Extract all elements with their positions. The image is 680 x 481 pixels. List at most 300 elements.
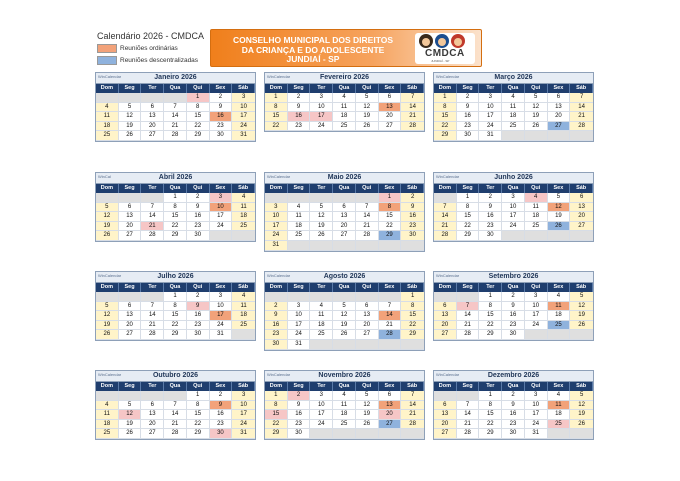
weekday-header: Dom (96, 84, 119, 93)
day-cell: 7 (434, 203, 457, 213)
day-cell: 11 (333, 401, 356, 411)
legend-swatch-decentralized (97, 56, 117, 65)
day-cell: 5 (333, 302, 356, 312)
day-cell: 15 (187, 112, 210, 122)
day-cell: 13 (141, 410, 164, 420)
day-cell: 12 (356, 401, 379, 411)
empty-day-cell (119, 391, 142, 401)
day-cell: 9 (187, 302, 210, 312)
day-cell: 4 (96, 103, 119, 113)
day-cell: 12 (570, 302, 593, 312)
day-cell: 27 (379, 420, 402, 430)
day-cell: 23 (187, 222, 210, 232)
day-cell: 12 (310, 212, 333, 222)
month-name: Outubro 2026 (152, 372, 199, 379)
empty-day-cell (141, 391, 164, 401)
day-cell: 1 (379, 193, 402, 203)
empty-day-cell (401, 340, 424, 350)
legend-label-ordinary: Reuniões ordinárias (120, 45, 178, 52)
month-name: Agosto 2026 (323, 273, 366, 280)
day-cell: 13 (570, 203, 593, 213)
wincalendar-link[interactable]: WinCalendar (436, 174, 460, 179)
day-cell: 2 (187, 292, 210, 302)
day-cell: 23 (401, 222, 424, 232)
weekday-header: Qui (356, 84, 379, 93)
day-cell: 26 (570, 420, 593, 430)
wincalendar-link[interactable]: WinCalendar (267, 273, 291, 278)
day-cell: 24 (265, 231, 288, 241)
wincalendar-link[interactable]: WinCalendar (267, 372, 291, 377)
day-cell: 20 (356, 321, 379, 331)
weekday-header: Sex (210, 382, 233, 391)
day-cell: 16 (187, 311, 210, 321)
weekday-header: Sex (379, 84, 402, 93)
day-cell: 1 (479, 292, 502, 302)
day-cell: 28 (570, 122, 593, 132)
day-cell: 24 (525, 321, 548, 331)
month-header (96, 173, 255, 184)
day-cell: 4 (525, 193, 548, 203)
month-name: Dezembro 2026 (487, 372, 540, 379)
weekday-header: Ter (310, 382, 333, 391)
weekday-header: Qua (164, 283, 187, 292)
day-cell: 10 (265, 212, 288, 222)
day-cell: 21 (401, 410, 424, 420)
month-grid (265, 84, 424, 131)
day-cell: 11 (310, 311, 333, 321)
month-calendar (264, 271, 425, 351)
day-cell: 10 (232, 103, 255, 113)
legend (97, 43, 198, 67)
day-cell: 5 (119, 103, 142, 113)
day-cell: 12 (119, 112, 142, 122)
day-cell: 7 (379, 302, 402, 312)
day-cell: 19 (570, 311, 593, 321)
wincalendar-link[interactable]: WinCalendar (436, 273, 460, 278)
day-cell: 29 (187, 131, 210, 141)
empty-day-cell (548, 131, 571, 141)
day-cell: 28 (164, 429, 187, 439)
day-cell: 20 (379, 410, 402, 420)
day-cell: 26 (333, 330, 356, 340)
weekday-header: Sex (548, 184, 571, 193)
day-cell: 6 (119, 302, 142, 312)
day-cell: 7 (401, 391, 424, 401)
day-cell: 15 (265, 112, 288, 122)
day-cell: 9 (210, 401, 233, 411)
day-cell: 13 (356, 311, 379, 321)
day-cell: 23 (210, 122, 233, 132)
day-cell: 30 (457, 131, 480, 141)
day-cell: 16 (502, 410, 525, 420)
day-cell: 28 (434, 231, 457, 241)
day-cell: 24 (210, 222, 233, 232)
day-cell: 30 (265, 340, 288, 350)
day-cell: 25 (333, 122, 356, 132)
day-cell: 7 (164, 103, 187, 113)
day-cell: 7 (141, 302, 164, 312)
day-cell: 14 (141, 212, 164, 222)
day-cell: 31 (479, 131, 502, 141)
day-cell: 29 (434, 131, 457, 141)
day-cell: 8 (187, 401, 210, 411)
empty-day-cell (265, 292, 288, 302)
day-cell: 2 (187, 193, 210, 203)
empty-day-cell (356, 292, 379, 302)
empty-day-cell (333, 292, 356, 302)
day-cell: 29 (479, 330, 502, 340)
day-cell: 5 (548, 193, 571, 203)
weekday-header: Ter (141, 382, 164, 391)
month-header (434, 371, 593, 382)
day-cell: 20 (141, 420, 164, 430)
day-cell: 26 (570, 321, 593, 331)
wincalendar-link[interactable]: WinCalendar (98, 372, 122, 377)
weekday-header: Qua (502, 382, 525, 391)
day-cell: 16 (457, 112, 480, 122)
council-banner (210, 29, 482, 67)
day-cell: 17 (210, 212, 233, 222)
day-cell: 19 (96, 321, 119, 331)
weekday-header: Dom (434, 382, 457, 391)
day-cell: 25 (548, 420, 571, 430)
legend-swatch-ordinary (97, 44, 117, 53)
banner-line-1: CONSELHO MUNICIPAL DOS DIREITOS (232, 35, 394, 45)
month-grid (265, 283, 424, 350)
empty-day-cell (265, 193, 288, 203)
day-cell: 14 (401, 401, 424, 411)
day-cell: 11 (333, 103, 356, 113)
month-name: Julho 2026 (157, 273, 194, 280)
day-cell: 10 (525, 302, 548, 312)
day-cell: 17 (232, 410, 255, 420)
day-cell: 6 (119, 203, 142, 213)
empty-day-cell (310, 292, 333, 302)
day-cell: 17 (525, 410, 548, 420)
day-cell: 6 (434, 401, 457, 411)
day-cell: 6 (379, 391, 402, 401)
weekday-header: Ter (479, 184, 502, 193)
day-cell: 2 (210, 93, 233, 103)
day-cell: 20 (434, 321, 457, 331)
wincalendar-link[interactable]: WinCalendar (98, 273, 122, 278)
month-header (265, 73, 424, 84)
wincalendar-link[interactable]: WinCalendar (267, 74, 291, 79)
weekday-header: Qua (333, 184, 356, 193)
legend-item-ordinary (97, 43, 198, 54)
day-cell: 6 (548, 93, 571, 103)
month-header (265, 173, 424, 184)
day-cell: 20 (570, 212, 593, 222)
day-cell: 7 (164, 401, 187, 411)
empty-day-cell (288, 193, 311, 203)
logo-subtext: JUNDIAÍ - SP (431, 59, 450, 63)
empty-day-cell (379, 429, 402, 439)
day-cell: 15 (434, 112, 457, 122)
day-cell: 15 (457, 212, 480, 222)
day-cell: 10 (210, 203, 233, 213)
day-cell: 28 (457, 330, 480, 340)
month-grid (265, 184, 424, 251)
month-name: Abril 2026 (158, 174, 193, 181)
day-cell: 8 (479, 401, 502, 411)
day-cell: 13 (333, 212, 356, 222)
day-cell: 17 (310, 410, 333, 420)
day-cell: 8 (187, 103, 210, 113)
empty-day-cell (356, 429, 379, 439)
month-name: Novembro 2026 (318, 372, 371, 379)
month-header (434, 173, 593, 184)
day-cell: 23 (187, 321, 210, 331)
day-cell: 11 (525, 203, 548, 213)
day-cell: 9 (210, 103, 233, 113)
empty-day-cell (401, 429, 424, 439)
day-cell: 9 (502, 302, 525, 312)
day-cell: 26 (356, 420, 379, 430)
day-cell: 7 (457, 302, 480, 312)
month-calendar (433, 271, 594, 341)
day-cell: 18 (548, 311, 571, 321)
day-cell: 16 (210, 410, 233, 420)
empty-day-cell (119, 193, 142, 203)
empty-day-cell (457, 292, 480, 302)
day-cell: 30 (479, 231, 502, 241)
day-cell: 15 (401, 311, 424, 321)
day-cell: 22 (265, 122, 288, 132)
weekday-header: Qua (502, 283, 525, 292)
day-cell: 7 (141, 203, 164, 213)
day-cell: 24 (502, 222, 525, 232)
day-cell: 4 (548, 292, 571, 302)
day-cell: 16 (502, 311, 525, 321)
day-cell: 12 (96, 212, 119, 222)
wincalendar-link[interactable]: WinCalendar (267, 174, 291, 179)
weekday-header: Seg (119, 84, 142, 93)
day-cell: 5 (570, 391, 593, 401)
day-cell: 14 (457, 311, 480, 321)
day-cell: 28 (164, 131, 187, 141)
weekday-header: Qui (356, 184, 379, 193)
weekday-header: Ter (310, 283, 333, 292)
day-cell: 3 (310, 93, 333, 103)
day-cell: 27 (119, 330, 142, 340)
day-cell: 22 (479, 420, 502, 430)
day-cell: 19 (356, 112, 379, 122)
day-cell: 25 (232, 321, 255, 331)
day-cell: 11 (548, 302, 571, 312)
day-cell: 9 (479, 203, 502, 213)
day-cell: 27 (548, 122, 571, 132)
day-cell: 12 (96, 311, 119, 321)
empty-day-cell (310, 241, 333, 251)
day-cell: 22 (457, 222, 480, 232)
weekday-header: Ter (141, 283, 164, 292)
day-cell: 15 (164, 311, 187, 321)
day-cell: 10 (502, 203, 525, 213)
day-cell: 4 (232, 193, 255, 203)
day-cell: 19 (525, 112, 548, 122)
day-cell: 15 (479, 410, 502, 420)
empty-day-cell (356, 241, 379, 251)
empty-day-cell (96, 391, 119, 401)
empty-day-cell (570, 231, 593, 241)
day-cell: 6 (141, 401, 164, 411)
weekday-header: Qui (356, 382, 379, 391)
day-cell: 23 (288, 122, 311, 132)
empty-day-cell (333, 193, 356, 203)
day-cell: 27 (434, 330, 457, 340)
month-calendar (95, 72, 256, 142)
wincalendar-link[interactable]: WinCalendar (436, 372, 460, 377)
day-cell: 22 (187, 122, 210, 132)
day-cell: 30 (210, 429, 233, 439)
day-cell: 22 (265, 420, 288, 430)
day-cell: 3 (210, 193, 233, 203)
day-cell: 1 (457, 193, 480, 203)
weekday-header: Sáb (232, 184, 255, 193)
day-cell: 4 (310, 302, 333, 312)
day-cell: 27 (141, 429, 164, 439)
day-cell: 29 (187, 429, 210, 439)
day-cell: 8 (164, 302, 187, 312)
weekday-header: Qui (187, 84, 210, 93)
weekday-header: Dom (265, 382, 288, 391)
weekday-header: Qui (187, 184, 210, 193)
day-cell: 7 (457, 401, 480, 411)
day-cell: 20 (119, 321, 142, 331)
month-grid (96, 283, 255, 340)
day-cell: 24 (232, 420, 255, 430)
weekday-header: Sex (379, 283, 402, 292)
day-cell: 14 (570, 103, 593, 113)
month-calendar (433, 172, 594, 242)
day-cell: 23 (457, 122, 480, 132)
day-cell: 3 (502, 193, 525, 203)
day-cell: 20 (141, 122, 164, 132)
day-cell: 27 (570, 222, 593, 232)
day-cell: 19 (548, 212, 571, 222)
day-cell: 4 (548, 391, 571, 401)
day-cell: 25 (548, 321, 571, 331)
day-cell: 15 (479, 311, 502, 321)
weekday-header: Sáb (570, 84, 593, 93)
weekday-header: Qui (525, 283, 548, 292)
day-cell: 18 (548, 410, 571, 420)
banner-line-2: DA CRIANÇA E DO ADOLESCENTE (241, 44, 385, 55)
day-cell: 11 (96, 112, 119, 122)
day-cell: 4 (96, 401, 119, 411)
empty-day-cell (356, 193, 379, 203)
weekday-header: Dom (265, 84, 288, 93)
day-cell: 13 (119, 311, 142, 321)
weekday-header: Seg (457, 84, 480, 93)
day-cell: 24 (479, 122, 502, 132)
day-cell: 14 (434, 212, 457, 222)
wincalendar-link[interactable]: WinCal (98, 174, 111, 179)
day-cell: 21 (379, 321, 402, 331)
day-cell: 1 (434, 93, 457, 103)
wincalendar-link[interactable]: WinCalendar (98, 74, 122, 79)
day-cell: 24 (232, 122, 255, 132)
empty-day-cell (232, 330, 255, 340)
cmdca-logo (415, 33, 475, 64)
month-calendar (95, 370, 256, 440)
day-cell: 28 (141, 330, 164, 340)
day-cell: 2 (457, 93, 480, 103)
day-cell: 19 (570, 410, 593, 420)
day-cell: 25 (96, 131, 119, 141)
banner-text (213, 36, 413, 65)
day-cell: 6 (379, 93, 402, 103)
day-cell: 31 (525, 429, 548, 439)
empty-day-cell (502, 231, 525, 241)
day-cell: 16 (288, 112, 311, 122)
day-cell: 21 (457, 420, 480, 430)
weekday-header: Dom (265, 283, 288, 292)
day-cell: 23 (265, 330, 288, 340)
weekday-header: Qui (525, 382, 548, 391)
day-cell: 6 (434, 302, 457, 312)
empty-day-cell (525, 330, 548, 340)
weekday-header: Seg (288, 283, 311, 292)
month-grid (434, 283, 593, 340)
day-cell: 1 (187, 93, 210, 103)
weekday-header: Ter (141, 84, 164, 93)
day-cell: 17 (479, 112, 502, 122)
empty-day-cell (288, 292, 311, 302)
day-cell: 5 (570, 292, 593, 302)
day-cell: 28 (356, 231, 379, 241)
weekday-header: Dom (434, 184, 457, 193)
weekday-header: Seg (457, 382, 480, 391)
day-cell: 21 (457, 321, 480, 331)
day-cell: 14 (356, 212, 379, 222)
day-cell: 10 (525, 401, 548, 411)
day-cell: 18 (333, 112, 356, 122)
empty-day-cell (141, 292, 164, 302)
empty-day-cell (310, 429, 333, 439)
day-cell: 8 (457, 203, 480, 213)
day-cell: 13 (141, 112, 164, 122)
day-cell: 30 (502, 429, 525, 439)
month-calendar (95, 271, 256, 341)
weekday-header: Sex (210, 84, 233, 93)
day-cell: 2 (401, 193, 424, 203)
empty-day-cell (401, 241, 424, 251)
day-cell: 3 (310, 391, 333, 401)
weekday-header: Qui (525, 184, 548, 193)
day-cell: 18 (288, 222, 311, 232)
day-cell: 18 (96, 420, 119, 430)
day-cell: 26 (525, 122, 548, 132)
month-calendar (264, 172, 425, 252)
wincalendar-link[interactable]: WinCalendar (436, 74, 460, 79)
day-cell: 3 (232, 93, 255, 103)
day-cell: 30 (288, 429, 311, 439)
day-cell: 26 (356, 122, 379, 132)
empty-day-cell (570, 131, 593, 141)
day-cell: 11 (232, 302, 255, 312)
day-cell: 17 (232, 112, 255, 122)
day-cell: 13 (434, 311, 457, 321)
day-cell: 2 (265, 302, 288, 312)
logo-text: CMDCA (425, 48, 465, 59)
empty-day-cell (548, 330, 571, 340)
day-cell: 22 (434, 122, 457, 132)
day-cell: 21 (570, 112, 593, 122)
empty-day-cell (310, 340, 333, 350)
weekday-header: Ter (479, 283, 502, 292)
